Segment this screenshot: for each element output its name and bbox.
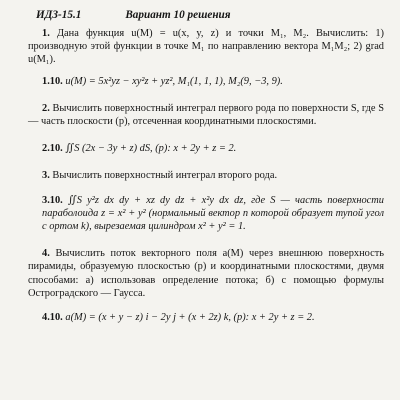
task-4 (28, 247, 384, 300)
task-1-10-number: 1.10. (42, 75, 63, 87)
header-code: ИДЗ-15.1 (36, 8, 82, 21)
task-2-10 (42, 142, 384, 155)
task-3-10-formula: ∬S y²z dx dy + xz dy dz + x²y dx dz, где S — часть поверхности параболоида z = x² + y² (нормальный вектор n которой образует тупой угол с ортом k), вырезаемая цилиндром x² + y² = 1. (42, 194, 384, 233)
task-1-number: 1. (42, 28, 50, 39)
task-3-text: Вычислить поверхностный интеграл второго рода. (52, 170, 278, 182)
task-1-text: Дана функция u(M) = u(x, y, z) и точки M₁, M₂. Вычислить: 1) производную этой функции в точке M₁ по направлению вектора M₁M₂; 2) grad u(M₁). (28, 28, 384, 66)
task-4-10-number: 4.10. (42, 312, 63, 324)
header-variant: Вариант 10 решения (125, 8, 231, 21)
task-4-text: Вычислить поток векторного поля a(M) через внешнюю поверхность пирамиды, образуемую плоскостью (p) и координатными плоскостями, двумя способами: а) использовав определение потока; б) с помощью формулы Остроградского — Гаусса. (28, 248, 384, 299)
task-3 (28, 169, 384, 182)
task-3-10 (42, 194, 384, 234)
task-4-number: 4. (42, 248, 50, 260)
task-4-10 (42, 311, 384, 324)
header (28, 6, 384, 22)
task-2-number: 2. (42, 102, 50, 114)
task-2-10-number: 2.10. (42, 143, 63, 155)
task-1 (28, 27, 384, 67)
task-4-10-formula: a(M) = (x + y − z) i − 2y j + (x + 2z) k, (p): x + 2y + z = 2. (65, 312, 315, 324)
task-3-10-number: 3.10. (42, 194, 63, 206)
task-2 (28, 102, 384, 128)
task-1-10 (42, 75, 384, 88)
task-1-10-formula: u(M) = 5x²yz − xy²z + yz², M₁(1, 1, 1), M₂(9, −3, 9). (65, 75, 283, 87)
task-2-text: Вычислить поверхностный интеграл первого рода по поверхности S, где S — часть плоскости (p), отсеченная координатными плоскостями. (28, 102, 384, 128)
task-3-number: 3. (42, 170, 50, 182)
task-2-10-formula: ∬S (2x − 3y + z) dS, (p): x + 2y + z = 2. (65, 143, 237, 155)
